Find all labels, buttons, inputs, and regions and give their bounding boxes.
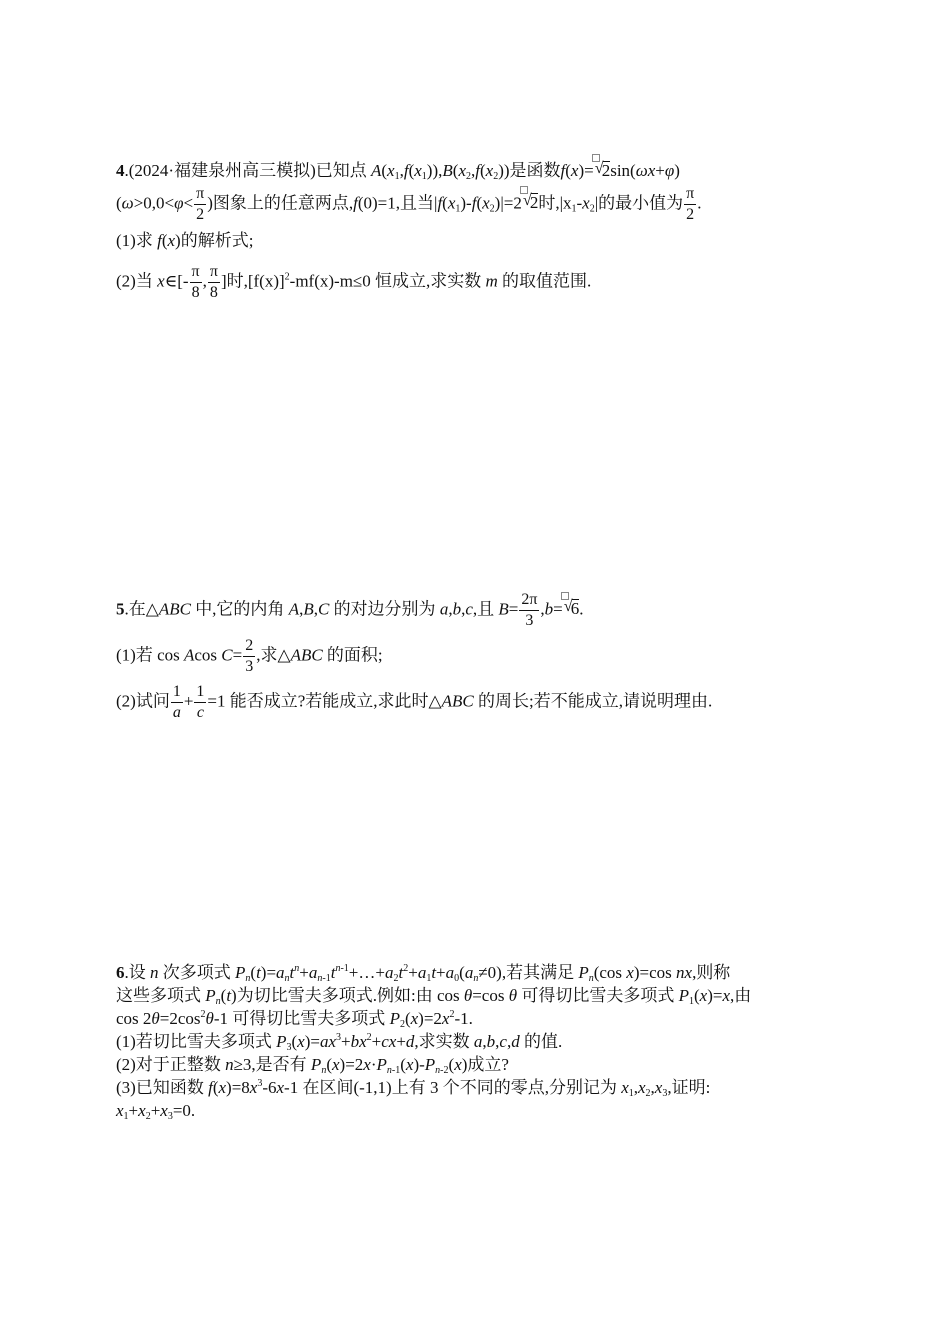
problem-6-line-3: $\cos 2\theta=2\cos^2\theta-1$ 可得切比雪夫多项式 $P_2(x)=2x^2-1$. xyxy=(116,1009,473,1030)
problem-4-line-2: (ω>0,0<φ< $\frac{\pi}{2}$ )图象上的任意两点,f(0)=1,且当$|f(x_1)-f(x_2)|=2$ √ 2时$,|x_1-x_2|$的最小值为 $\frac{\pi}{2}$ . xyxy=(116,186,701,223)
problem-6-part-3-cont: $x_1+x_2+x_3=0$. xyxy=(116,1101,196,1122)
problem-5-number: 5 xyxy=(116,599,125,619)
problem-6-part-3: (3)已知函数 $f(x)=8x^3-6x-1$ 在区间(-1,1)上有 3 个不同的零点,分别记为 $x_1,x_2,x_3$,证明: xyxy=(116,1078,711,1099)
problem-5-line-1: 5.在△ABC 中,它的内角 A,B,C 的对边分别为 a,b,c,且 B= $\frac{2\pi}{3}$ ,b= √ 6. xyxy=(116,592,584,629)
problem-6-number: 6 xyxy=(116,963,125,982)
problem-6-line-1: 6.设 n 次多项式 $P_n(t)=a_nt^n+a_{n-1}t^{n-1}+\dots+a_2t^2+a_1t+a_0(a_n\ne 0)$,若其满足 $P_n(\cos$ x)=cos nx,则称 xyxy=(116,963,731,984)
problem-4-source: (2024·福建泉州高三模拟) xyxy=(128,161,316,180)
problem-6-part-2: (2)对于正整数 n≥3,是否有 $P_n(x)=2x\cdot P_{n-1}(x)-P_{n-2}(x)$成立? xyxy=(116,1055,509,1076)
problem-4-part-2: (2)当 x∈[- $\frac{\pi}{8}$ , $\frac{\pi}{8}$ ]时$,[f(x)]^2-mf(x)-m\le 0$ 恒成立,求实数 m 的取值范围. xyxy=(116,263,592,301)
problem-6-line-2: 这些多项式 $P_n(t)$为切比雪夫多项式.例如:由 cos θ=cos θ 可得切比雪夫多项式 $P_1(x)=x$,由 xyxy=(116,986,752,1007)
problem-5-part-2: (2)试问 $\frac{1}{a}$ + $\frac{1}{c}$ =1 能否成立?若能成立,求此时△ABC 的周长;若不能成立,请说明理由. xyxy=(116,683,713,721)
problem-4-line-1: 4.(2024·福建泉州高三模拟)已知点 $A(x_1,f(x_1)),B(x_2,f(x_2))$是函数f(x)= √ 2sin(ωx+φ) xyxy=(116,160,680,182)
problem-5-part-1: (1)若 cos Acos C= $\frac{2}{3}$ ,求△ABC 的面积; xyxy=(116,637,383,675)
problem-4-part-1: (1)求 f(x)的解析式; xyxy=(116,231,254,250)
problem-6-part-1: (1)若切比雪夫多项式 $P_3(x)=ax^3+bx^2+cx+d$,求实数 a,b,c,d 的值. xyxy=(116,1032,563,1053)
problem-4-number: 4 xyxy=(116,161,125,180)
